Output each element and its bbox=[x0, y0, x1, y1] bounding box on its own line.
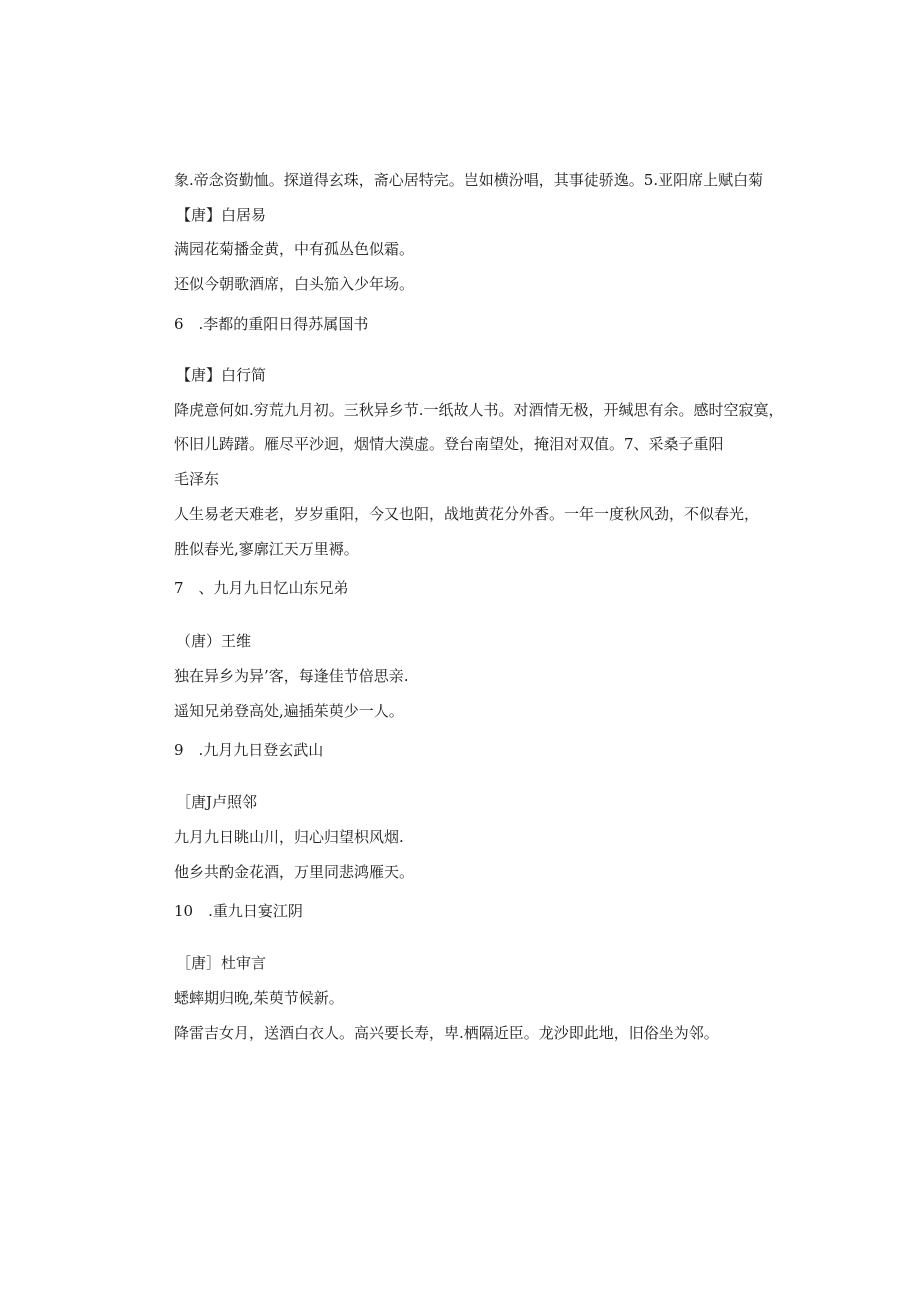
poem-title: 7 、九月九日忆山东兄弟 bbox=[174, 579, 349, 597]
poem-title: 9 .九月九日登玄武山 bbox=[174, 741, 324, 759]
poem-author: 【唐】白居易 bbox=[176, 206, 267, 224]
poem-text-line: 降虎意何如.穷荒九月初。三秋异乡节.一纸故人书。对酒情无极，开缄思有余。感时空寂寞， bbox=[174, 401, 784, 419]
poem-text-line: 怀旧儿踌躇。雁尽平沙迥，烟情大漠虚。登台南望处，掩泪对双值。7、采桑子重阳 bbox=[174, 435, 724, 453]
poem-text-line: 他乡共酌金花酒，万里同悲鸿雁天。 bbox=[174, 863, 415, 881]
poem-text-line: 胜似春光,寥廓江天万里褥。 bbox=[174, 540, 359, 558]
poem-author: ［唐J卢照邻 bbox=[176, 793, 258, 811]
poem-text-line: 还似今朝歌酒席，白头笳入少年场。 bbox=[174, 275, 415, 293]
poem-title: 6 .李都的重阳日得苏属国书 bbox=[174, 315, 369, 333]
poem-text-line: 降雷吉女月，送酒白衣人。高兴要长寿，卑.栖隔近臣。龙沙即此地，旧俗坐为邻。 bbox=[174, 1024, 719, 1042]
poem-author: 【唐】白行简 bbox=[176, 366, 267, 384]
poem-text-line: 满园花菊播金黄，中有孤丛色似霜。 bbox=[174, 240, 415, 258]
poem-text-line: 蟋蟀期归晚,茱萸节候新。 bbox=[174, 989, 344, 1007]
poem-author: ［唐］杜审言 bbox=[176, 954, 267, 972]
poem-text-line: 独在异乡为异’客，每逢佳节倍思亲. bbox=[174, 667, 409, 685]
poem-text-line: 人生易老天难老，岁岁重阳，今又也阳，战地黄花分外香。一年一度秋风劲，不似春光， bbox=[174, 505, 760, 523]
poem-text-line: 象.帝念资勤恤。探道得玄珠，斋心居特完。岂如横汾唱，其事徒骄逸。5.亚阳席上赋白菊 bbox=[174, 171, 764, 189]
poem-text-line: 遥知兄弟登高处,遍插茱萸少一人。 bbox=[174, 702, 404, 720]
poem-author: 毛泽东 bbox=[174, 470, 220, 488]
poem-text-line: 九月九日眺山川，归心归望枳风烟. bbox=[174, 828, 404, 846]
poem-author: （唐）王维 bbox=[176, 632, 252, 650]
poem-title: 10 .重九日宴江阴 bbox=[174, 902, 303, 920]
